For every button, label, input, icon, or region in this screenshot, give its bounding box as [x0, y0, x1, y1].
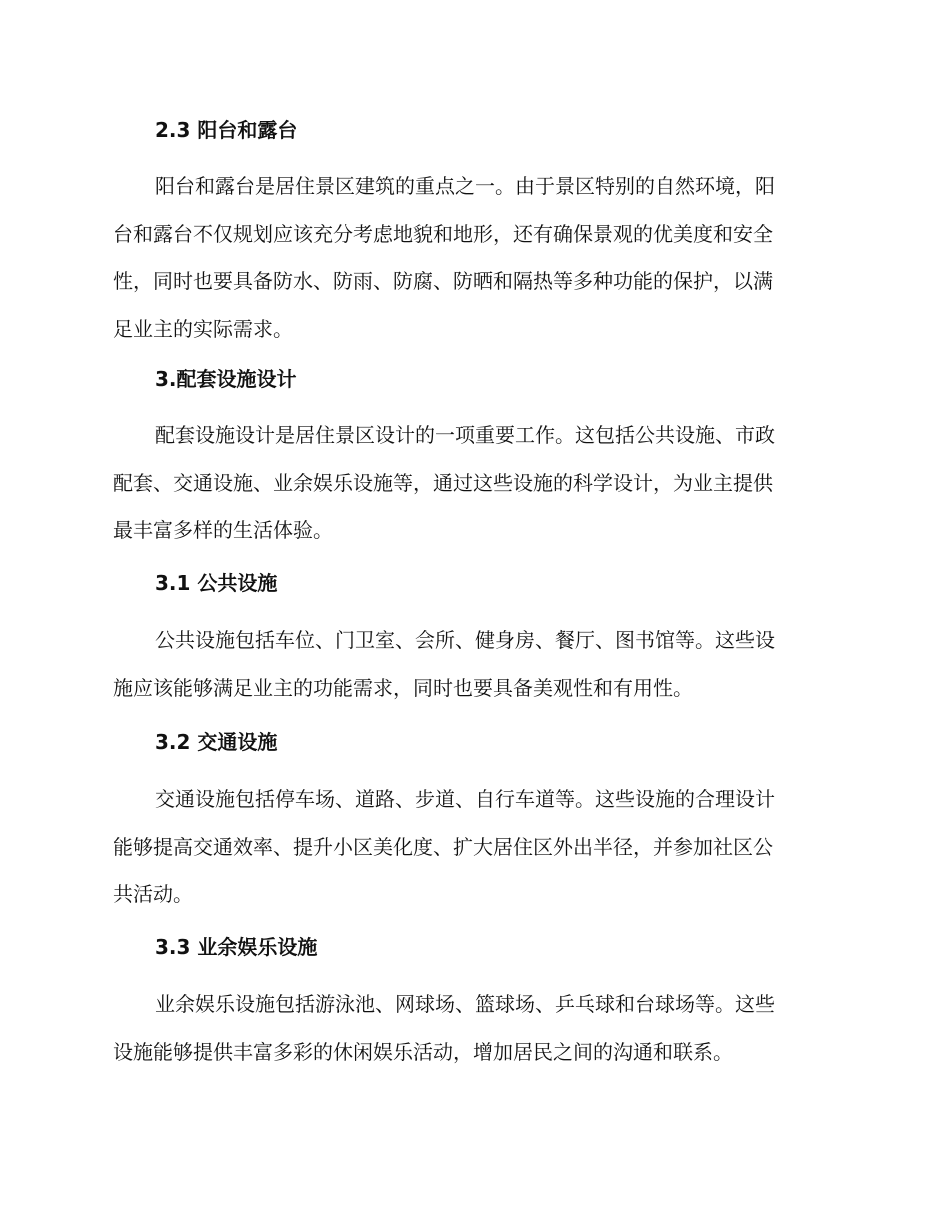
paragraph-line: 性，同时也要具备防水、防雨、防腐、防晒和隔热等多种功能的保护，以满 — [113, 269, 773, 293]
paragraph-supporting-facilities — [113, 412, 833, 555]
paragraph-line: 能够提高交通效率、提升小区美化度、扩大居住区外出半径，并参加社区公 — [113, 834, 773, 859]
paragraph-line: 配套设施设计是居住景区设计的一项重要工作。这包括公共设施、市政 — [155, 423, 775, 447]
heading-3-2-traffic-facilities: 3.2 交通设施 — [155, 730, 278, 754]
paragraph-recreation-facilities — [113, 981, 833, 1076]
paragraph-balcony-terrace — [113, 163, 833, 353]
heading-3-supporting-facilities: 3.配套设施设计 — [155, 367, 297, 391]
heading-2-3-balcony-terrace: 2.3 阳台和露台 — [155, 118, 298, 142]
paragraph-line: 最丰富多样的生活体验。 — [113, 518, 333, 542]
paragraph-public-facilities — [113, 617, 833, 712]
paragraph-line: 施应该能够满足业主的功能需求，同时也要具备美观性和有用性。 — [113, 675, 693, 700]
paragraph-line: 配套、交通设施、业余娱乐设施等，通过这些设施的科学设计，为业主提供 — [113, 470, 773, 495]
paragraph-line: 交通设施包括停车场、道路、步道、自行车道等。这些设施的合理设计 — [155, 787, 775, 811]
paragraph-line: 共活动。 — [113, 882, 193, 906]
paragraph-line: 公共设施包括车位、门卫室、会所、健身房、餐厅、图书馆等。这些设 — [155, 628, 775, 652]
paragraph-line: 设施能够提供丰富多彩的休闲娱乐活动，增加居民之间的沟通和联系。 — [113, 1039, 733, 1064]
paragraph-line: 足业主的实际需求。 — [113, 316, 293, 341]
paragraph-line: 业余娱乐设施包括游泳池、网球场、篮球场、乒乓球和台球场等。这些 — [155, 992, 775, 1016]
paragraph-line: 阳台和露台是居住景区建筑的重点之一。由于景区特别的自然环境，阳 — [155, 174, 775, 198]
paragraph-traffic-facilities — [113, 776, 833, 919]
heading-3-3-recreation-facilities: 3.3 业余娱乐设施 — [155, 935, 318, 959]
paragraph-line: 台和露台不仅规划应该充分考虑地貌和地形，还有确保景观的优美度和安全 — [113, 221, 773, 246]
heading-3-1-public-facilities: 3.1 公共设施 — [155, 571, 278, 595]
